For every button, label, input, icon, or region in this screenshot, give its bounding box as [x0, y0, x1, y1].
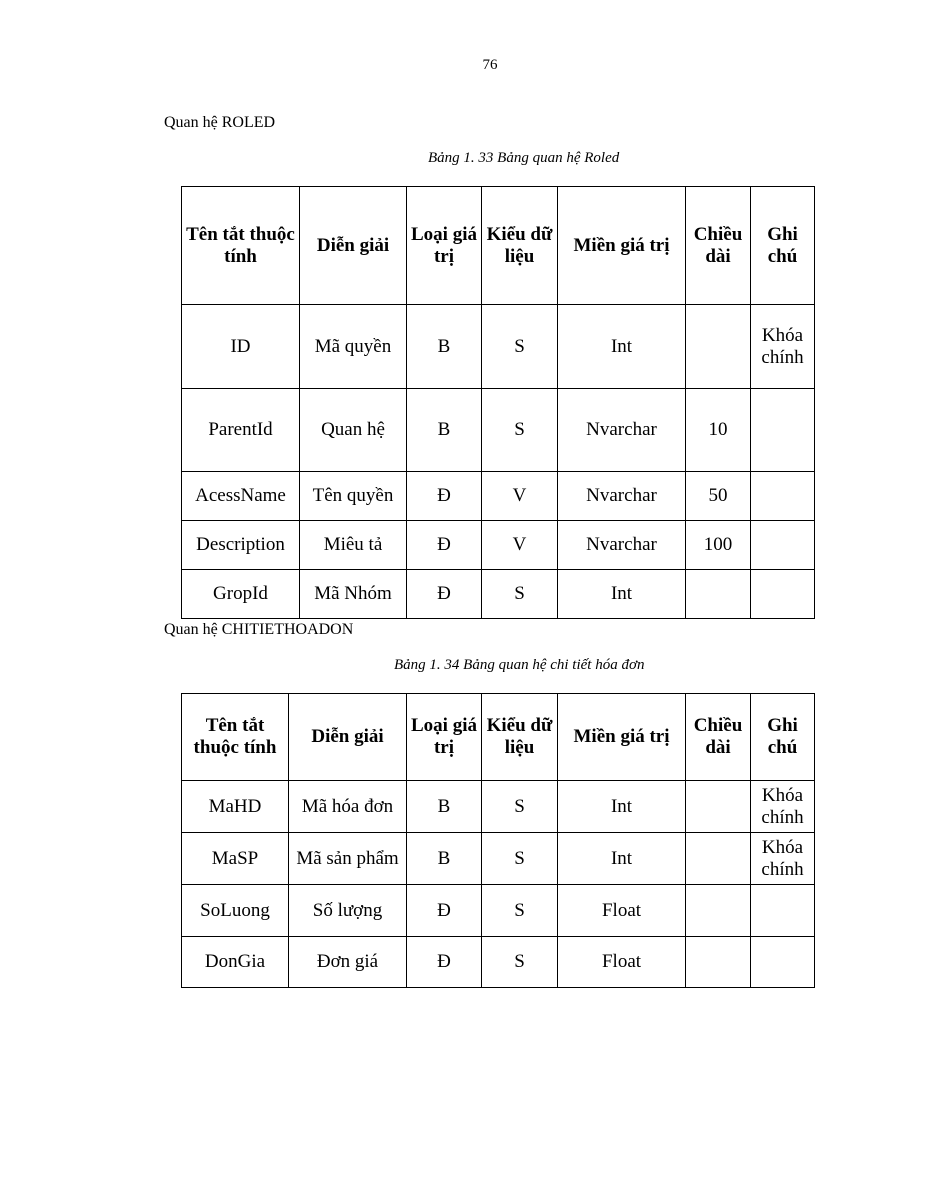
roled-table: [181, 186, 815, 619]
table-cell: Int: [558, 570, 686, 619]
table-cell: [686, 833, 751, 885]
header-cell: Ghi chú: [751, 694, 815, 781]
table-cell: GropId: [182, 570, 300, 619]
table-cell: Nvarchar: [558, 521, 686, 570]
table-cell: S: [482, 389, 558, 472]
table-cell: Đ: [407, 937, 482, 988]
table-cell: 50: [686, 472, 751, 521]
table-cell: 10: [686, 389, 751, 472]
header-cell: Ghi chú: [751, 187, 815, 305]
table-cell: [751, 389, 815, 472]
table-cell: Description: [182, 521, 300, 570]
table-cell: [686, 305, 751, 389]
table-cell: MaSP: [182, 833, 289, 885]
table-row: [182, 472, 815, 521]
table-cell: Đơn giá: [289, 937, 407, 988]
table-caption-roled: Bảng 1. 33 Bảng quan hệ Roled: [428, 150, 620, 166]
table-row: [182, 937, 815, 988]
table-cell: Mã sản phẩm: [289, 833, 407, 885]
table-cell: MaHD: [182, 781, 289, 833]
table-cell: B: [407, 389, 482, 472]
table-cell: Đ: [407, 570, 482, 619]
table-cell: S: [482, 833, 558, 885]
table-header-row: [182, 694, 815, 781]
header-cell: Tên tắt thuộc tính: [182, 187, 300, 305]
table-cell: Khóa chính: [751, 833, 815, 885]
table-cell: Nvarchar: [558, 389, 686, 472]
table-cell: S: [482, 305, 558, 389]
table-row: [182, 521, 815, 570]
header-cell: Miền giá trị: [558, 694, 686, 781]
table-row: [182, 389, 815, 472]
table-cell: [751, 885, 815, 937]
table-cell: Nvarchar: [558, 472, 686, 521]
header-cell: Loại giá trị: [407, 187, 482, 305]
table-row: [182, 781, 815, 833]
table-row: [182, 885, 815, 937]
header-cell: Chiều dài: [686, 187, 751, 305]
table-cell: AcessName: [182, 472, 300, 521]
table-cell: Float: [558, 937, 686, 988]
table-cell: V: [482, 521, 558, 570]
table-cell: [686, 570, 751, 619]
table-cell: Int: [558, 781, 686, 833]
table-cell: [686, 937, 751, 988]
table-cell: [751, 521, 815, 570]
table-cell: Tên quyền: [300, 472, 407, 521]
table-row: [182, 570, 815, 619]
page-number: 76: [482, 57, 498, 73]
table-caption-chitiethoadon: Bảng 1. 34 Bảng quan hệ chi tiết hóa đơn: [394, 657, 645, 673]
header-cell: Tên tắt thuộc tính: [182, 694, 289, 781]
table-cell: Khóa chính: [751, 305, 815, 389]
table-cell: S: [482, 781, 558, 833]
table-cell: [751, 472, 815, 521]
header-cell: Kiểu dữ liệu: [482, 694, 558, 781]
table-cell: Đ: [407, 885, 482, 937]
table-cell: S: [482, 937, 558, 988]
table-cell: Số lượng: [289, 885, 407, 937]
table-cell: Khóa chính: [751, 781, 815, 833]
table-cell: [686, 885, 751, 937]
header-cell: Kiểu dữ liệu: [482, 187, 558, 305]
table-row: [182, 833, 815, 885]
table-cell: ParentId: [182, 389, 300, 472]
table-cell: Float: [558, 885, 686, 937]
table-cell: Mã Nhóm: [300, 570, 407, 619]
header-cell: Diễn giải: [300, 187, 407, 305]
table-cell: 100: [686, 521, 751, 570]
table-cell: ID: [182, 305, 300, 389]
table-cell: [686, 781, 751, 833]
table-cell: Mã hóa đơn: [289, 781, 407, 833]
table-cell: B: [407, 305, 482, 389]
table-cell: Int: [558, 305, 686, 389]
table-cell: Int: [558, 833, 686, 885]
table-cell: Quan hệ: [300, 389, 407, 472]
table-cell: [751, 570, 815, 619]
table-cell: Miêu tả: [300, 521, 407, 570]
header-cell: Miền giá trị: [558, 187, 686, 305]
header-cell: Chiều dài: [686, 694, 751, 781]
table-cell: B: [407, 781, 482, 833]
section-label-roled: Quan hệ ROLED: [164, 114, 276, 131]
table-cell: SoLuong: [182, 885, 289, 937]
table-cell: V: [482, 472, 558, 521]
header-cell: Diễn giải: [289, 694, 407, 781]
table-cell: Đ: [407, 521, 482, 570]
table-header-row: [182, 187, 815, 305]
table-cell: S: [482, 885, 558, 937]
chitiethoadon-table: [181, 693, 815, 988]
table-row: [182, 305, 815, 389]
table-cell: B: [407, 833, 482, 885]
table-cell: Mã quyền: [300, 305, 407, 389]
section-label-chitiethoadon: Quan hệ CHITIETHOADON: [164, 621, 354, 638]
table-cell: DonGia: [182, 937, 289, 988]
header-cell: Loại giá trị: [407, 694, 482, 781]
table-cell: S: [482, 570, 558, 619]
table-cell: [751, 937, 815, 988]
table-cell: Đ: [407, 472, 482, 521]
